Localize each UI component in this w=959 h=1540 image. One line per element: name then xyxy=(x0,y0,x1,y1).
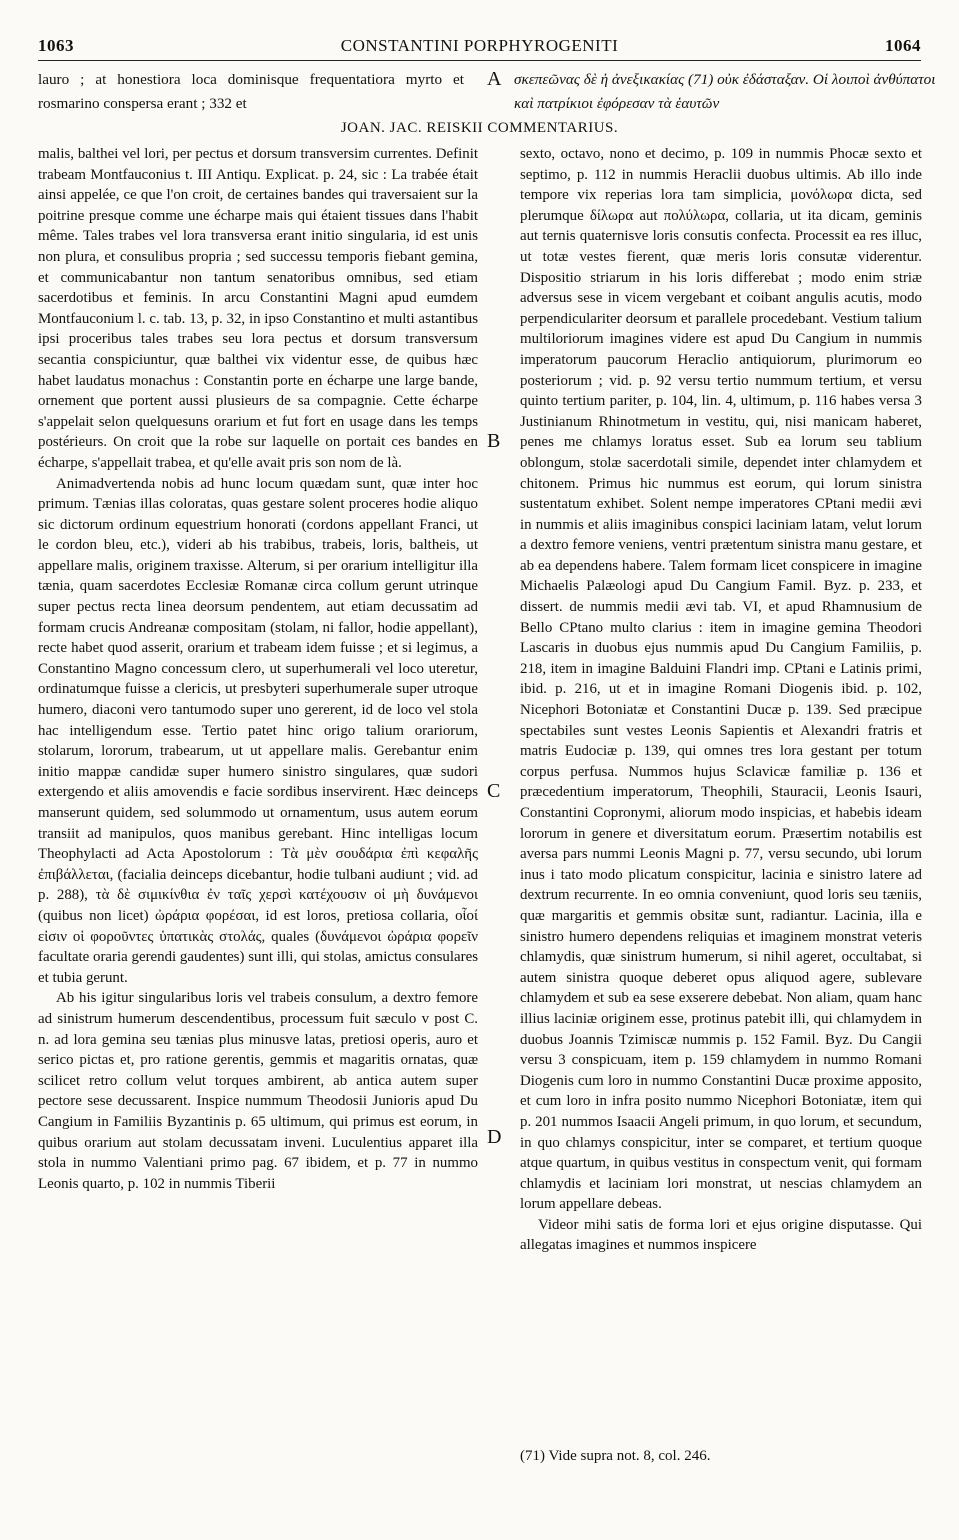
section-marker-c: C xyxy=(487,780,501,802)
section-marker-d: D xyxy=(487,1126,502,1148)
section-marker-b: B xyxy=(487,430,501,452)
running-title: CONSTANTINI PORPHYROGENITI xyxy=(340,36,619,55)
left-column xyxy=(38,144,478,1194)
commentary-heading: JOAN. JAC. REISKII COMMENTARIUS. xyxy=(340,120,619,136)
right-column xyxy=(520,144,922,1256)
left-paragraph-1: malis, balthei vel lori, per pectus et dorsum transversim currentes. Definit trabeam Montfauconius t. III Antiqu. Explicat. p. 24, sic : La trabée était ainsi appelée, ce que l'on croit, de certaines bandes qui traversaient sur la poitrine presque comme une écharpe mais qui étaient tissues dans l'habit même. Tales trabes vel lora transversa erant initio singularia, id est unis non plura, et consulibus propria ; sed successu temporis fiebant gemina, et communicabantur non tantum senatoribus omnibus, sed etiam sacerdotibus et feminis. In arcu Constantini Magni apud eumdem Montfauconium l. c. tab. 13, p. 32, in ipso Constantino et multi astantibus ipsi proceribus tales trabes seu lora pectus et dorsum transversum secantia conspiciuntur, quæ balthei vix videntur esse, de quibus hæc habet laudatus monachus : Constantin porte en écharpe une large bande, ornement que portent aussi plusieurs de sa compagnie. Cette écharpe s'appelait selon quelquesuns orarium et fut fort en usage dans les temps postérieurs. On croit que la robe sur laquelle on portait ces bandes en écharpe, s'appellait trabea, et qu'elle avait pris son nom de là. xyxy=(38,146,478,471)
right-paragraph-1: sexto, octavo, nono et decimo, p. 109 in nummis Phocæ sexto et septimo, p. 112 in nummis Heraclii duobus ultimis. Ab illo inde tempore vix reperias lora tam simplicia, μονόλωρα dicta, sed plerumque δίλωρα aut πολύλωρα, collaria, ut ita dicam, geminis aut ternis quaternisve loris consutis confecta. Processit ea res illuc, ut totæ vestes fierent, quæ meris loris consutæ viderentur. Dispositio striarum in his loris differebat ; modo enim striæ adversus sese in vicem vergebant et coibant angulis acutis, modo perpendiculariter deorsum et parallele procedebant. Vestium talium multiloriorum imagines videre est apud Du Cangium in nummis imperatorum paucorum Heraclio antiquiorum, plurimorum eo posteriorum ; vid. p. 92 versu tertio nummum tertium, et versu quinto tertium pariter, p. 104, lin. 4, ultimum, p. 116 habes versa 3 Justinianum Rhinotmetum in vestitu, qui, nisi manicam haberet, penes me chlamys loratus esset. Sub ea lorum seu tablium oblongum, stolæ sacerdotali simile, dependet inter chlamydem et chitonem. Primus hic nummus est eorum, qui lorum sinistra sustentatum exhibet. Solent nempe imperatores CPtani medii ævi in nummis et aliis imaginibus conspici laciniam latam, velut lorum a dextro femore veniens, ventri prætentum sinistra manu gestare, et ab ea dependens habere. Talem formam licet conspicere in imagine Michaelis Palæologi apud Du Cangium Famil. Byz. p. 233, et dissert. de nummis medii ævi tab. VI, et apud Rhamnusium de Bello CPtano multo clarius : item in imagine gemina Theodori Lascaris in duobus ejus nummis apud Du Cangium Familiis, p. 218, item in imagine Balduini Flandri imp. CPtani e Latinis primi, ibid. p. 216, ut et in imagine Romani Diogenis ibid. p. 102, Nicephori Botoniatæ et Constantini Ducæ p. 139. Sed præcipue spectabiles sunt vestes Leonis Sapientis et Alexandri fratris et matris Eudociæ p. 139, qui omnes tres lora gestant per totum corpus perfusa. Nummos hujus Sclavicæ familiæ p. 136 et præcedentium imperatorum, Theophili, Stauracii, Leonis Isauri, Constantini Copronymi, aliorum modo inspicias, et habebis ideam lororum in genere et diversitatum eorum. Præsertim notabilis est aversa pars nummi Leonis Magni p. 77, versu secundo, ubi lorum inus i tato modo plicatum conspicitur, lacinia e sinistro latere ad dextrum recurrente. In eo omnia conveniunt, quod loris seu tæniis, quæ margaritis et gemmis obsitæ sunt, radiantur. Lacinia, illa e sinistro humero dependens reliquias et imaginem monstrat veteris chlamydis, quæ sinistrum humerum, si nihil ageret, occultabat, si autem sinistra quoque deberet opus aliquod agere, sublevare chlamydem et sub ea sese exserere debebat. Non aliam, quam hanc illius laciniæ originem esse, protinus patebit illi, qui chlamydem in duobus Joannis Tzimiscæ nummis p. 152 Famil. Byz. Du Cangii versu 3 conspicuam, item p. 159 chlamydem in nummo Romani Diogenis cum loro in nummo Constantini Ducæ proxime apposito, et cum loro in infra posito nummo Nicephori Botoniatæ, item qui p. 201 nummos Isaacii Angeli primum, in quo lorum, et secundum, in quo chlamys conspicitur, inter se comparet, et tertium quoque atque quartum, in quibus vestitus in conspectum venit, qui formam chlamydis et laciniam lori monstrat, ut nescias chlamydem an lorum appellare debeas. xyxy=(520,146,922,1213)
right-paragraph-2: Videor mihi satis de forma lori et ejus origine disputasse. Qui allegatas imagines et nummos inspicere xyxy=(520,1216,922,1254)
top-latin-text: lauro ; at honestiora loca dominisque frequentatiora myrto et rosmarino conspersa erant ; 332 et xyxy=(38,71,464,112)
left-page-number: 1063 xyxy=(38,36,74,55)
page-header xyxy=(38,36,921,61)
section-marker-a: A xyxy=(487,68,502,90)
right-page-number: 1064 xyxy=(885,36,921,55)
left-paragraph-2: Animadvertenda nobis ad hunc locum quædam sunt, quæ inter hoc primum. Tænias illas coloratas, quas gestare solent proceres hodie aliquo sic dictorum ordinum equestrium honorati (cordons appellant Franci, ut le cordon bleu, etc.), videri ab his trabibus, trabeis, loris, baltheis, ut appellare malis, originem traxisse. Alterum, si per orarium intelligitur illa tænia, quam sacerdotes Ecclesiæ Romanæ circa collum gerunt utrinque super pectus recta linea deorsum pendentem, aut etiam decussatim ad formam crucis Andreanæ compositam (stolam, ni fallor, hodie appellant), recte habet quod asserit, orarium et trabeam idem fuisse ; et si legimus, a Constantino Magno concessum clero, ut superhumerali vel loco uteretur, ordinatumque fuisse a clericis, ut presbyteri superhumerale super utroque humero, diaconi vero tantumodo super uno gererent, id de loco vel stola hac intelligendum esse. Tertio patet hinc origo talium orariorum, stolarum, lororum, trabearum, ut ut appellare malis. Gerebantur enim initio mappæ candidæ super humero sinistro singulares, quæ sudori extergendo et aliis amovendis e facie sordibus inservirent. Hæc deinceps manserunt quidem, sed solummodo ut ornamentum, usus autem eorum transiit ad manipulos, quos manibus gerebant. Hinc intelligas locum Theophylacti ad Acta Apostolorum : Τὰ μὲν σουδάρια ἐπὶ κεφαλῆς ἐπιβάλλεται, (facialia deinceps dicebantur, hodie tulbani audiunt ; vid. ad p. 288), τὰ δὲ σιμικίνθια ἐν ταῖς χερσὶ κατέχουσιν οἱ μὴ δυνάμενοι (quibus non licet) ὠράρια φορέσαι, id est loros, pretiosa collaria, οἷοί εἰσιν οἱ φοροῦντες ὑπατικὰς στολάς, quales (δυνάμενοι ὠράρια φορεῖν facultate oraria gerendi gaudentes) sunt illi, qui stolas, amictus consulares et tubia gerunt. xyxy=(38,475,478,986)
left-paragraph-3: Ab his igitur singularibus loris vel trabeis consulum, a dextro femore ad sinistrum humerum descendentibus, processum fuit sæculo v post C. n. ad lora gemina seu tænias plus minusve latas, pretiosi operis, auro et serico pictas et, pro ratione gerentis, gemmis et magaritis ornatas, quæ scilicet retro collum velut torques ambirent, ab antica autem super pectore sese decussarent. Inspice nummum Theodosii Junioris apud Du Cangium in Familiis Byzantinis p. 65 ultimum, qui primus est eorum, in quibus orarium aut stolam decussatam inveni. Luculentius apparet illa stola in nummo Valentiani primo pag. 67 ibidem, et p. 77 in nummo Leonis quarto, p. 102 in nummis Tiberii xyxy=(38,990,478,1192)
top-greek-text: σκεπεῶνας δὲ ἡ ἀνεξικακίας (71) οὐκ ἐδάσταξαν. Οἱ λοιποὶ ἀνθύπατοι καὶ πατρίκιοι ἐφόρεσαν τὰ ἑαυτῶν xyxy=(514,71,936,112)
footnote: (71) Vide supra not. 8, col. 246. xyxy=(520,1448,711,1464)
